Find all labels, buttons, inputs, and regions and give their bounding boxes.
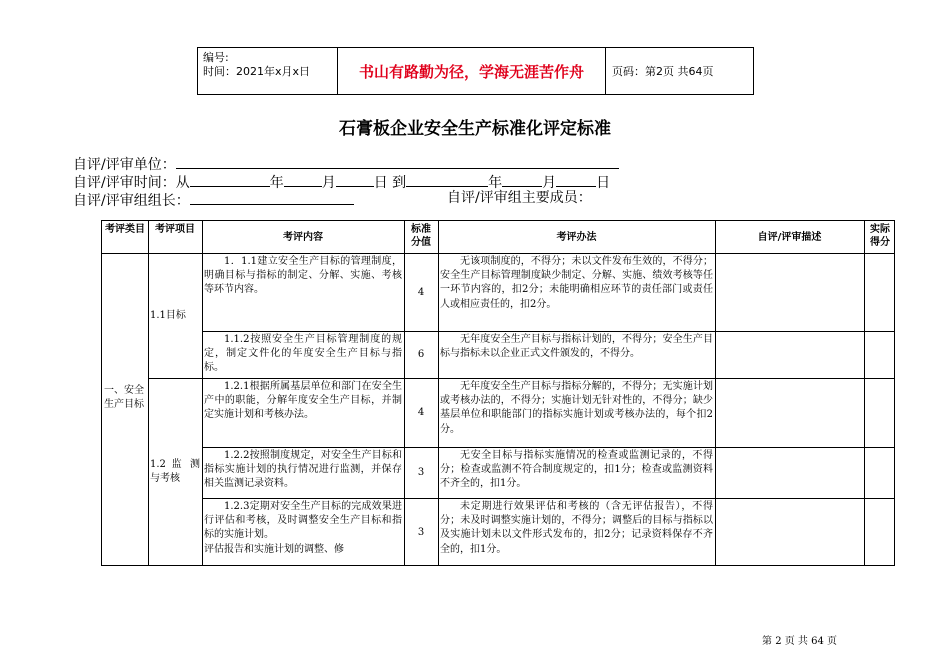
score-cell: 4 <box>417 407 425 418</box>
year-label: 年 <box>269 175 284 191</box>
form-time-line <box>73 172 610 192</box>
content-cell: 1.1.2按照安全生产目标管理制度的规定，制定文件化的年度安全生产目标与指标。 <box>204 334 402 374</box>
item-cell: 1.1目标 <box>150 310 186 321</box>
score-cell: 4 <box>417 287 425 298</box>
col-divider <box>148 221 149 565</box>
year-label-2: 年 <box>488 175 503 191</box>
col-divider <box>438 221 439 565</box>
from-day-blank[interactable] <box>336 172 374 187</box>
content-cell: 1．1.1建立安全生产目标的管理制度，明确目标与指标的制定、分解、实施、考核等环节内容。 <box>204 256 402 296</box>
row-divider <box>202 447 894 448</box>
method-cell: 无安全目标与指标实施情况的检查或监测记录的，不得分；检查或监测不符合制度规定的，扣1分；检查或监测资料不齐全的，扣1分。 <box>440 450 713 490</box>
month-label: 月 <box>321 175 336 191</box>
header-divider <box>102 253 894 254</box>
method-cell: 无年度安全生产目标与指标分解的，不得分；无实施计划或考核办法的，不得分；实施计划无针对性的，不得分；缺少基层单位和职能部门的指标实施计划或考核办法的，每个扣2分。 <box>440 381 713 435</box>
content-cell: 1.2.3定期对安全生产目标的完成效果进行评估和考核，及时调整安全生产目标和指标的实施计划。 评估报告和实施计划的调整、修 <box>204 501 402 555</box>
members-label: 自评/评审组主要成员： <box>447 190 592 206</box>
col-divider <box>202 254 203 565</box>
score-cell: 6 <box>417 349 425 360</box>
to-day-blank[interactable] <box>556 172 596 187</box>
form-unit-line <box>73 154 619 174</box>
document-header <box>197 47 754 95</box>
score-cell: 3 <box>417 527 425 538</box>
from-year-blank[interactable] <box>190 172 270 187</box>
content-cell: 1.2.1根据所属基层单位和部门在安全生产中的职能，分解年度安全生产目标，并制定实施计划和考核办法。 <box>204 381 402 421</box>
number-label: 编号: <box>203 51 229 64</box>
form-leader-line <box>73 190 354 210</box>
header-score: 标准分值 <box>411 224 431 248</box>
header-meta <box>198 48 338 94</box>
unit-blank[interactable] <box>176 154 619 169</box>
col-divider <box>864 221 865 565</box>
header-item: 考评项目 <box>155 224 195 235</box>
header-actual: 实际得分 <box>870 224 890 248</box>
month-label-2: 月 <box>542 175 557 191</box>
col-divider <box>715 221 716 565</box>
to-label: 到 <box>392 175 407 191</box>
evaluation-table <box>101 220 895 566</box>
method-cell: 无年度安全生产目标与指标计划的，不得分；安全生产目标与指标未以企业正式文件颁发的，不得分。 <box>440 334 713 360</box>
score-cell: 3 <box>417 467 425 478</box>
page-title: 石膏板企业安全生产标准化评定标准 <box>339 119 611 139</box>
header-desc: 自评/评审描述 <box>757 232 822 243</box>
row-divider <box>202 331 894 332</box>
method-cell: 无该项制度的，不得分；未以文件发布生效的，不得分；安全生产目标管理制度缺少制定、分解、实施、绩效考核等任一环节内容的，扣2分；未能明确相应环节的责任部门或责任人或相应责任的，扣2分。 <box>440 256 713 310</box>
to-month-blank[interactable] <box>502 172 542 187</box>
time-label: 自评/评审时间：从 <box>73 175 190 191</box>
unit-label: 自评/评审单位： <box>73 157 176 173</box>
header-content: 考评内容 <box>283 232 323 243</box>
col-divider <box>404 221 405 565</box>
to-year-blank[interactable] <box>406 172 488 187</box>
header-method: 考评办法 <box>556 232 597 243</box>
day-label: 日 <box>373 175 388 191</box>
content-cell: 1.2.2按照制度规定，对安全生产目标和指标实施计划的执行情况进行监测，并保存相关监测记录资料。 <box>204 450 402 490</box>
row-divider <box>202 498 894 499</box>
leader-label: 自评/评审组组长： <box>73 193 190 209</box>
header-category: 考评类目 <box>105 224 145 235</box>
day-label-2: 日 <box>596 175 611 191</box>
item-cell: 1.2 监 测与考核 <box>150 459 200 485</box>
leader-blank[interactable] <box>190 190 354 205</box>
header-page-code: 页码：第2页 共64页 <box>612 65 714 78</box>
category-cell: 一、安全生产目标 <box>104 385 144 411</box>
row-divider <box>148 378 894 379</box>
page-footer: 第 2 页 共 64 页 <box>762 636 837 647</box>
time-label: 时间：2021年x月x日 <box>203 65 311 78</box>
from-month-blank[interactable] <box>284 172 322 187</box>
header-slogan: 书山有路勤为径，学海无涯苦作舟 <box>338 48 606 94</box>
form-members-line <box>447 190 592 207</box>
method-cell: 未定期进行效果评估和考核的（含无评估报告），不得分；未及时调整实施计划的，不得分；调整后的目标与指标以及实施计划未以文件形式发布的，扣2分；记录资料保存不齐全的，扣1分。 <box>440 501 713 555</box>
